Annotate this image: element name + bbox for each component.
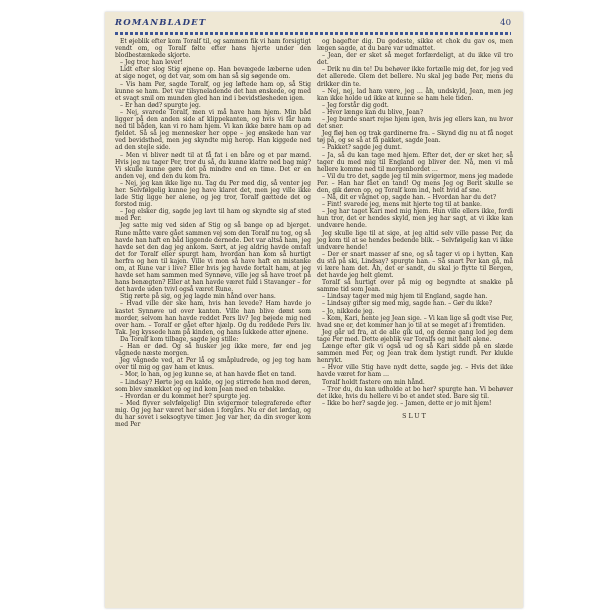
- paragraph: – Han er død. Og så husker jeg ikke mere, før end jeg vågnede næste morgen.: [115, 343, 311, 358]
- paragraph: Toralf så hurtigt over på mig og begyndte at snakke på samme tid som Jean.: [317, 279, 513, 294]
- paragraph: Lidt efter slog Stig øjnene op. Han bevægede læberne uden at sige noget, og det var, som om han så sig søgende om.: [115, 66, 311, 81]
- paragraph: – Jean, der er sket så meget forfærdeligt, at du ikke vil tro det.: [317, 52, 513, 67]
- paragraph: Et øjeblik efter kom Toralf til, og sammen fik vi ham forsigtigt vendt om, og Toralf følte efter hans hjerte under den blodbestænkede skjorte.: [115, 38, 311, 60]
- paragraph: – Men vi bliver nødt til at få fat i en båre og et par mænd. Hvis jeg nu tager Per, tror du så, du kunne klatre ned bag mig? Vi skulle kunne gøre det på mindre end en time. Det er en anden vej, end den du kom fra.: [115, 151, 311, 180]
- paragraph: – Hvor ville Stig have nydt dette, sagde jeg. – Hvis det ikke havde været for ham …: [317, 364, 513, 379]
- paragraph: – Drik nu din te! Du behøver ikke fortælle mig det, for jeg ved det allerede. Glem det bellere. Nu skal jeg bade Per, mens du drikker din te.: [317, 66, 513, 88]
- paragraph: – Jeg burde snart rejse hjem igen, hvis jeg ellers kan, nu hvor det sner.: [317, 116, 513, 131]
- paragraph: – Jeg har taget Kari med mig hjem. Hun ville ellers ikke, fordi hun tror, det er hendes skyld, men jeg har sagt, at vi ikke kan undvære hende.: [317, 208, 513, 230]
- paragraph: – Jeg elsker dig, sagde jeg lavt til ham og skyndte sig af sted med Per.: [115, 208, 311, 223]
- page-header: [115, 18, 511, 32]
- paragraph: – Nej, jeg kan ikke lige nu. Tag du Per med dig, så venter jeg her. Selvfølgelig kunne jeg have klaret det, men jeg ville ikke lade Stig ligge her alene, og jeg tror, Toralf gættede det og forstod mig.: [115, 179, 311, 209]
- paragraph: – Jo, nikkede jeg.: [322, 307, 375, 315]
- paragraph: – Lindsay gifter sig med mig, sagde han. – Gør du ikke?: [322, 300, 493, 308]
- paragraph: Jeg skulle lige til at sige, at jeg altid selv ville passe Per, da jeg kom til at se hendes bedende blik. – Selvfølgelig kan vi ikke undvære hende!: [317, 229, 513, 251]
- paragraph: – Lindsay? Hørte jeg en kalde, og jeg stirrede hen mod døren, som blev smækket op og ind kom Jean med en tebakke.: [115, 378, 311, 393]
- paragraph: – Hvordan er du kommet her? spurgte jeg.: [120, 392, 251, 400]
- paragraph: og bagefter dig. Du godeste, sikke et chok du gav os, men lægen sagde, at du bare var udmattet.: [317, 38, 513, 53]
- paragraph: Længe efter gik vi også ud og så Kari sidde på en slæde sammen med Per, og Jean trak dem lystigt rundt. Per klukle henrykt.: [317, 343, 513, 365]
- paragraph: Stig rørte på sig, og jeg lagde min hånd over hans.: [120, 293, 276, 301]
- right-column: [317, 38, 513, 420]
- left-column: [115, 38, 311, 428]
- paragraph: – Pakket? sagde jeg dumt.: [322, 144, 402, 152]
- magazine-page: [105, 12, 523, 608]
- magazine-title: ROMANBLADET: [115, 18, 207, 28]
- paragraph: – Ikke bo her? sagde jeg. – Jamen, dette er jo mit hjem!: [322, 399, 492, 407]
- header-rule: [115, 32, 511, 35]
- page-number: 40: [500, 18, 511, 28]
- paragraph: – Der er snart masser af sne, og så tager vi op i hytten. Kan du stå på ski, Lindsay? spurgte han. – Så snart Per kan gå, må vi lære ham det. Åh, det er sandt, du skal jo flytte til Bergen, det havde jeg helt glemt.: [317, 250, 513, 280]
- story-end-marker: SLUT: [402, 412, 428, 420]
- paragraph: Jeg vågnede ved, at Per lå og småpludrede, og jeg tog ham over til mig og gav ham et knus.: [115, 357, 311, 372]
- paragraph: Jeg satte mig ved siden af Stig og så bange op ad bjerget. Rune måtte være gået sammen vej som den Toralf nu tog, og så havde han haft en båd liggende dernede. Det var altså ham, jeg havde set den dag jeg ankom. Sært, at jeg aldrig havde omtalt det for Toralf eller spurgt ham, hvordan han kom så hurtigt herfra og hen til kajen. Ville vi mon så have haft en mistanke om, at Rune var i live? Eller hvis jeg havde fortalt ham, at jeg havde set ham sammen med Synnøve, ville jeg så have troet på hans benægten? Eller at han havde været fuld i Stavanger – for det havde uden tvivl også været Rune.: [115, 222, 311, 294]
- paragraph: – Lindsay tager med mig hjem til England, sagde han.: [322, 293, 488, 301]
- paragraph: Toralf holdt fastere om min hånd.: [322, 378, 425, 386]
- paragraph: – Hvad ville der ske ham, hvis han levede? Ham havde jo kastet Synnøve ud over kanten. Ville han blive dømt som morder, selvom han havde reddet Pers liv? Jeg bøjede mig ned over ham. – Toralf er gået efter hjælp. Og du reddede Pers liv. Tak. Jeg kyssede ham på kinden, og hans lukkede atter øjnene.: [115, 300, 311, 336]
- paragraph: – Nå, dit er vågnet op, sagde han. – Hvordan har du det?: [322, 194, 497, 202]
- paragraph: – Vil du tro det, sagde jeg til min svigermor, mens jeg madede Per. – Han har fået en tand! Og mens Jeg og Berit skulle se den, gik døren op, og Toralf kom ind, helt hvid af sne.: [317, 172, 513, 194]
- paragraph: Jeg går ud fra, at de alle gik ud, og denne gang lod jeg dem tage Per med. Dette øjeblik var Toralfs og mit helt alene.: [317, 328, 513, 343]
- paragraph: – Ja, så du kan tage med hjem. Efter det, der er sket her, så tager du med mig til England og bliver der. Nå, men vi må hellere komme ned til morgenbordet …: [317, 151, 513, 173]
- paragraph: – Jeg tror, han lever!: [120, 59, 183, 67]
- paragraph: – Nej, svarede Toralf, men vi må have ham hjem. Min båd ligger på den anden side af klippekanten, og hvis vi får ham ned til båden, kan vi ro ham hjem. Vi kan ikke bære ham op ad fjeldet. Så så jeg mennesker her oppe – jeg ønskede han var ved bevidsthed, men jeg skyndte mig herop. Han kiggede ned ad den stejle side.: [115, 108, 311, 152]
- paragraph: – Nej, nej, lad ham være, jeg … åh, undskyld, Jean, men jeg kan ikke holde ud ikke at kunne se ham hele tiden.: [317, 87, 513, 102]
- paragraph: – Kom, Kari, hente jeg Jean sige. – Vi kan lige så godt vise Per, hvad sne er, det kommer han jo til at se meget af i fremtiden.: [317, 314, 513, 329]
- paragraph: – Jeg forstår dig godt.: [322, 101, 389, 109]
- paragraph: – Er han død? spurgte jeg.: [120, 101, 201, 109]
- paragraph: Jeg fløj hen og trak gardinerne fra. – Skynd dig nu at få noget tøj på, og se så at få pakket, sagde Jean.: [317, 130, 513, 145]
- paragraph: – Vis ham Per, sagde Toralf, og jeg løftede ham op, så Stig kunne se ham. Det var tilsyneladende det han ønskede, og med et svagt smil om munden gled han ind i bevidstløsheden igen.: [115, 80, 311, 102]
- paragraph: – Hvor længe kan du blive, Jean?: [322, 108, 424, 116]
- paragraph: – Tror du, du kan udholde at bo her? spurgte han. Vi behøver det ikke, hvis du hellere vi bo et andet sted. Bare sig til.: [317, 385, 513, 400]
- paragraph: – Med flyver selvfølgelig! Din svigermor telegraferede efter mig. Og jeg har været her siden i forgårs. Nu er det lørdag, og du har sovet i seksogtyve timer. Jeg var her, da din svoger kom med Per: [115, 399, 311, 429]
- paragraph: Da Toralf kom tilbage, sagde jeg stille:: [120, 335, 239, 343]
- paragraph: – Mor, lo han, og jeg kunne se, at han havde fået en tand.: [120, 371, 297, 379]
- paragraph: – Fint! svarede jeg, mens mit hjerte tog til at banke.: [322, 201, 482, 209]
